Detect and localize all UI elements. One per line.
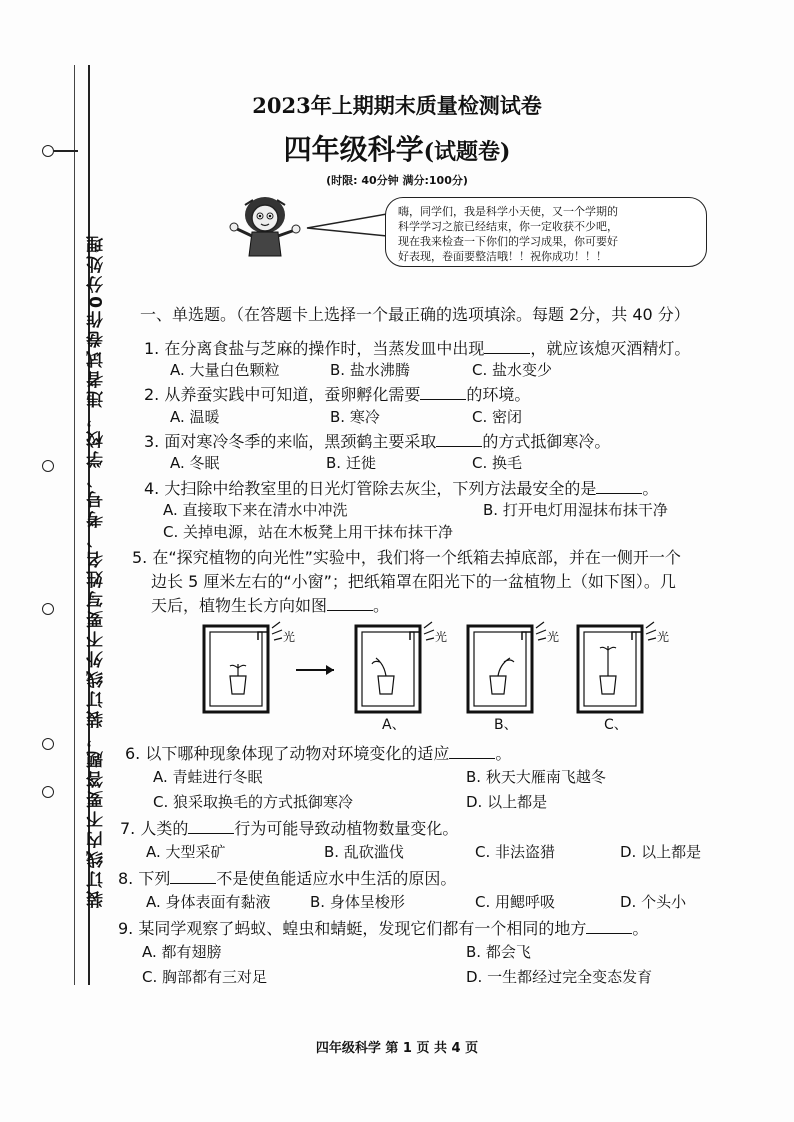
- answer-blank: [436, 432, 482, 447]
- question-2: 2. 从养蚕实践中可知道，蚕卵孵化需要 的环境。: [144, 385, 531, 404]
- answer-blank: [170, 869, 216, 884]
- exam-title: 2023年上期期末质量检测试卷: [252, 93, 542, 118]
- setup-box: [204, 622, 282, 712]
- speech-bubble-tail: [305, 210, 389, 240]
- q7-option-d: D. 以上都是: [620, 843, 702, 861]
- q9-option-b: B. 都会飞: [466, 943, 531, 961]
- binding-hole: [42, 460, 54, 472]
- answer-blank: [596, 479, 642, 494]
- q1-option-b: B. 盐水沸腾: [330, 361, 410, 379]
- binding-line-outer: [74, 65, 75, 985]
- q7-option-c: C. 非法盗猎: [475, 843, 556, 861]
- speech-bubble: [385, 197, 707, 267]
- light-label: 光: [435, 630, 448, 644]
- bubble-line: 现在我来检查一下你们的学习成果，你可要好: [398, 235, 618, 248]
- q9-option-c: C. 胸部都有三对足: [142, 968, 268, 986]
- bubble-line: 科学学习之旅已经结束，你一定收获不少吧，: [398, 220, 618, 233]
- q7-option-a: A. 大型采矿: [146, 843, 226, 861]
- question-9: 9. 某同学观察了蚂蚁、蝗虫和蜻蜓，发现它们都有一个相同的地方 。: [118, 919, 649, 938]
- question-5-line2: 边长 5 厘米左右的“小窗”；把纸箱罩在阳光下的一盆植物上（如下图）。几: [151, 572, 676, 591]
- question-5-line1: 5. 在“探究植物的向光性”实验中，我们将一个纸箱去掉底部，并在一侧开一个: [132, 548, 681, 567]
- question-3: 3. 面对寒冷冬季的来临，黑颈鹤主要采取 的方式抵御寒冷。: [144, 432, 611, 451]
- answer-blank: [449, 744, 495, 759]
- q1-option-a: A. 大量白色颗粒: [170, 361, 280, 379]
- answer-blank: [188, 819, 234, 834]
- answer-blank: [420, 385, 466, 400]
- q4-option-c: C. 关掉电源，站在木板凳上用干抹布抹干净: [163, 523, 454, 541]
- q8-option-b: B. 身体呈梭形: [310, 893, 405, 911]
- binding-hole: [42, 603, 54, 615]
- question-8: 8. 下列 不是使鱼能适应水中生活的原因。: [118, 869, 457, 888]
- q9-option-a: A. 都有翅膀: [142, 943, 222, 961]
- q3-option-a: A. 冬眠: [170, 454, 220, 472]
- q6-option-a: A. 青蛙进行冬眠: [153, 768, 263, 786]
- q2-option-b: B. 寒冷: [330, 408, 380, 426]
- q6-option-d: D. 以上都是: [466, 793, 548, 811]
- q2-option-a: A. 温暖: [170, 408, 220, 426]
- q8-option-d: D. 个头小: [620, 893, 687, 911]
- light-label: 光: [657, 630, 670, 644]
- q1-option-c: C. 盐水变少: [472, 361, 553, 379]
- cartoon-angel-icon: [225, 190, 305, 260]
- figure-label-a: A、: [382, 717, 406, 733]
- option-a-box: [356, 622, 434, 712]
- subject-name: 四年级科学: [283, 133, 424, 166]
- question-5-line3: 天后，植物生长方向如图 。: [151, 596, 390, 615]
- answer-blank: [586, 919, 632, 934]
- q8-option-c: C. 用鳃呼吸: [475, 893, 556, 911]
- exam-subtitle: [0, 128, 794, 168]
- q8-option-a: A. 身体表面有黏液: [146, 893, 271, 911]
- option-c-box: [578, 622, 656, 712]
- question-4: 4. 大扫除中给教室里的日光灯管除去灰尘，下列方法最安全的是 。: [144, 479, 659, 498]
- q3-option-b: B. 迁徙: [326, 454, 376, 472]
- q4-option-b: B. 打开电灯用湿抹布抹干净: [483, 501, 668, 519]
- figure-label-b: B、: [494, 717, 518, 733]
- q7-option-b: B. 乱砍滥伐: [324, 843, 404, 861]
- paper-type: (试题卷): [423, 139, 511, 165]
- answer-blank: [484, 339, 530, 354]
- binding-hole: [42, 738, 54, 750]
- light-label: 光: [547, 630, 560, 644]
- answer-blank: [327, 596, 373, 611]
- time-limit: (时限: 40分钟 满分:100分): [326, 174, 468, 187]
- binding-hole: [42, 786, 54, 798]
- q6-option-b: B. 秋天大雁南飞越冬: [466, 768, 606, 786]
- option-b-box: [468, 622, 546, 712]
- question-7: 7. 人类的 行为可能导致动植物数量变化。: [120, 819, 459, 838]
- q2-option-c: C. 密闭: [472, 408, 523, 426]
- bubble-line: 嗨，同学们，我是科学小天使，又一个学期的: [398, 205, 618, 218]
- q9-option-d: D. 一生都经过完全变态发育: [466, 968, 653, 986]
- q4-option-a: A. 直接取下来在清水中冲洗: [163, 501, 348, 519]
- question-1: 1. 在分离食盐与芝麻的操作时，当蒸发皿中出现 ，就应该熄灭酒精灯。: [144, 339, 691, 358]
- figure-label-c: C、: [604, 717, 628, 733]
- q3-option-c: C. 换毛: [472, 454, 523, 472]
- page-footer: 四年级科学 第 1 页 共 4 页: [315, 1041, 479, 1056]
- arrow-head-icon: [326, 665, 334, 675]
- binding-margin-notice: 装订线内不要答题，装订线外不要写姓名、考号、学校，违者试卷作0分处理: [87, 233, 107, 908]
- question-6: 6. 以下哪种现象体现了动物对环境变化的适应 。: [125, 744, 512, 763]
- light-label: 光: [283, 630, 296, 644]
- bubble-line: 好表现，卷面要整洁哦！！祝你成功！！！: [398, 250, 607, 263]
- section-heading: 一、单选题。（在答题卡上选择一个最正确的选项填涂。每题 2分，共 40 分）: [140, 305, 690, 324]
- q6-option-c: C. 狼采取换毛的方式抵御寒冷: [153, 793, 354, 811]
